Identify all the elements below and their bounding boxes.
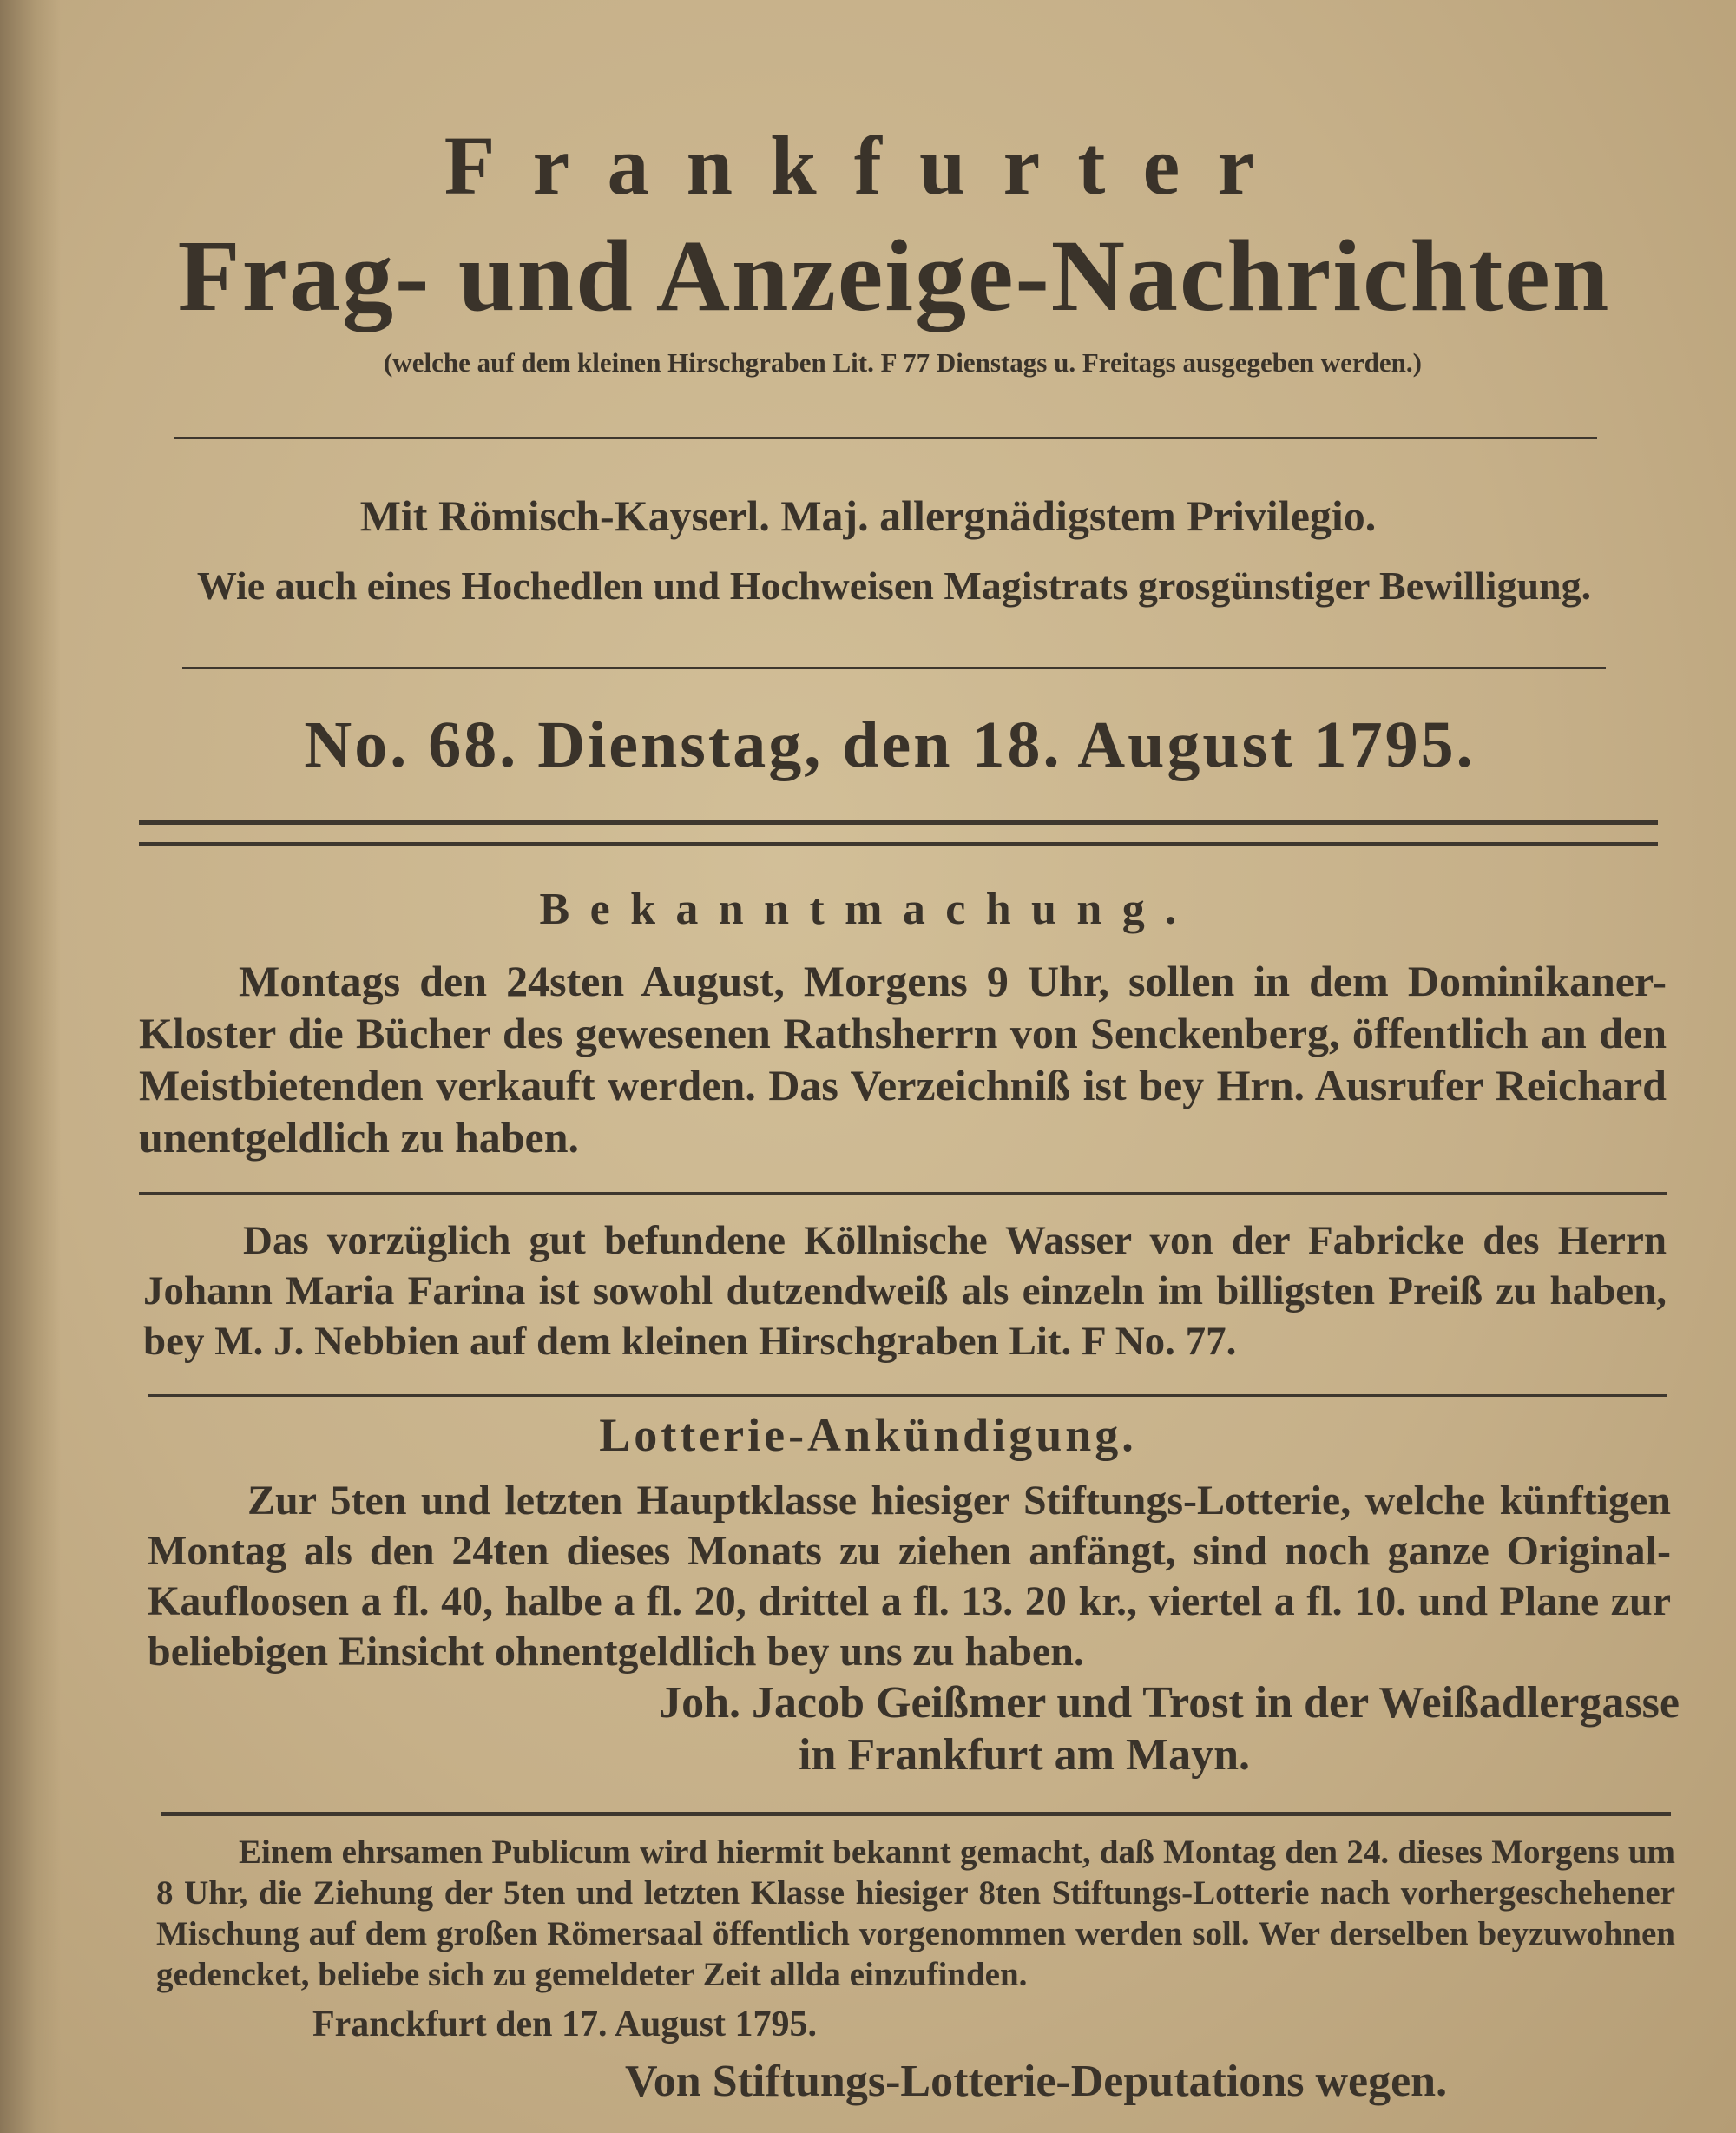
article-body: Das vorzüglich gut befundene Köllnische Wasser von der Fabricke des Herrn Johann Maria Farina ist sowohl dutzendweiß als einzeln im billigsten Preiß zu haben, bey M. J. Nebbien auf dem kleinen Hirschgraben Lit. F No. 77. (143, 1218, 1667, 1364)
article-heading: Lotterie-Ankündigung. (599, 1409, 1137, 1461)
article-signature: Joh. Jacob Geißmer und Trost in der Weißadlergasse (659, 1678, 1680, 1728)
article-signature: in Frankfurt am Mayn. (799, 1730, 1250, 1780)
masthead-subtitle: (welche auf dem kleinen Hirschgraben Lit. F 77 Dienstags u. Freitags ausgegeben werden.) (383, 347, 1422, 378)
divider (182, 667, 1606, 669)
issue-line: No. 68. Dienstag, den 18. August 1795. (304, 708, 1476, 781)
article-closing: Von Stiftungs-Lotterie-Deputations wegen. (625, 2057, 1448, 2106)
masthead-title-line1: Frankfurter (444, 119, 1292, 212)
double-rule-bottom (139, 842, 1658, 846)
article-dateline: Franckfurt den 17. August 1795. (312, 2005, 818, 2044)
divider (161, 1812, 1671, 1816)
article-heading: Bekanntmachung. (539, 885, 1197, 934)
divider (174, 437, 1597, 439)
divider (148, 1394, 1667, 1397)
article-body: Einem ehrsamen Publicum wird hiermit bekannt gemacht, daß Montag den 24. dieses Morgens um 8 Uhr, die Ziehung der 5ten und letzten Klasse hiesiger 8ten Stiftungs-Lotterie nach vorhergeschehener Mischung auf dem großen Römersaal öffentlich vorgenommen werden soll. Wer derselben beyzuwohnen gedencket, beliebe sich zu gemeldeter Zeit allda einzufinden. (156, 1833, 1675, 1993)
privilege-line1: Mit Römisch-Kayserl. Maj. allergnädigstem Privilegio. (359, 491, 1377, 540)
masthead-title-line2: Frag- und Anzeige-Nachrichten (177, 219, 1611, 332)
book-gutter-shadow (0, 0, 61, 2133)
double-rule-top (139, 820, 1658, 825)
article-body: Zur 5ten und letzten Hauptklasse hiesiger Stiftungs-Lotterie, welche künftigen Montag als den 24ten dieses Monats zu ziehen anfängt, sind noch ganze Original-Kaufloosen a fl. 40, halbe a fl. 20, drittel a fl. 13. 20 kr., viertel a fl. 10. und Plane zur beliebigen Einsicht ohnentgeldlich bey uns zu haben. (148, 1478, 1671, 1675)
article-body: Montags den 24sten August, Morgens 9 Uhr, sollen in dem Dominikaner-Kloster die Bücher des gewesenen Rathsherrn von Senckenberg, öffentlich an den Meistbietenden verkauft werden. Das Verzeichniß ist bey Hrn. Ausrufer Reichard unentgeldlich zu haben. (139, 957, 1667, 1162)
privilege-line2: Wie auch eines Hochedlen und Hochweisen Magistrats grosgünstiger Bewilligung. (196, 563, 1592, 608)
divider (139, 1192, 1667, 1195)
